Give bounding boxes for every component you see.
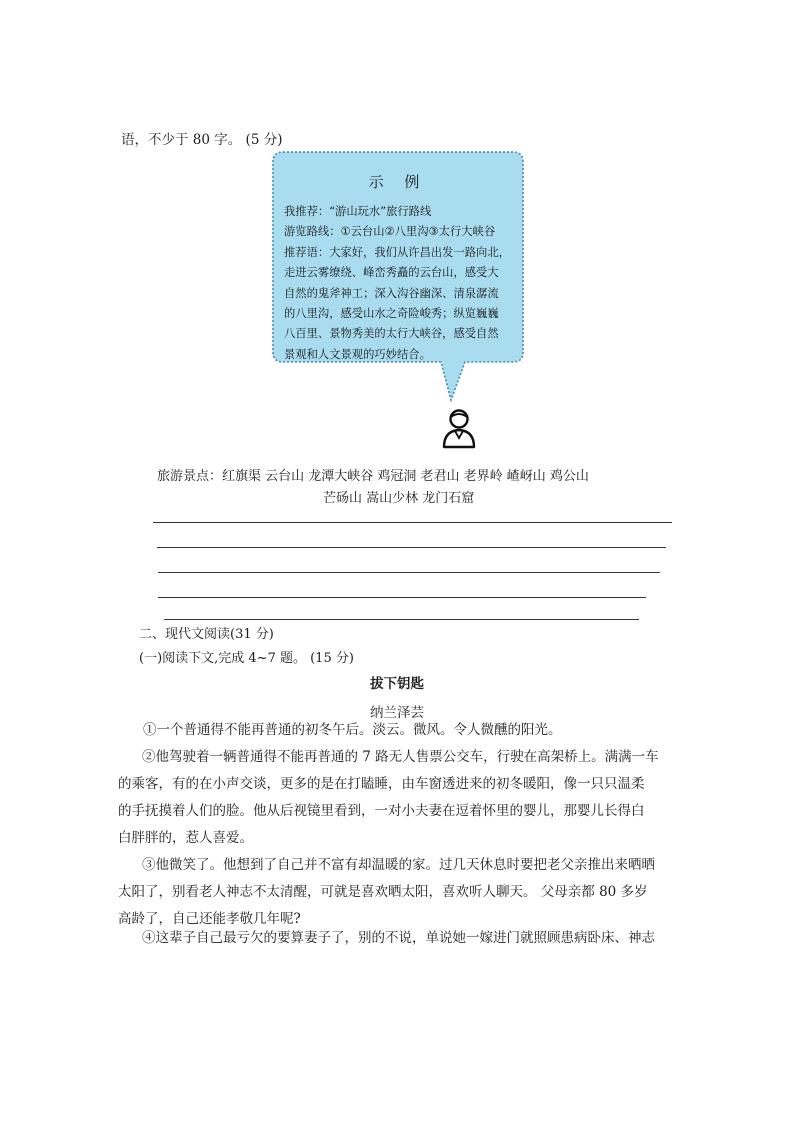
paragraph-line: ④这辈子自己最亏欠的要算妻子了，别的不说，单说她一嫁进门就照顾患病卧床、神志 [142,930,655,946]
paragraph-line: ①一个普通得不能再普通的初冬午后。淡云。微风。令人微醺的阳光。 [143,722,562,738]
example-line: 八百里、景物秀美的太行大峡谷，感受自然 [284,327,499,341]
example-line: 我推荐：“游山玩水”旅行路线 [284,205,432,218]
paragraph-line: 的乘客，有的在小声交谈，更多的是在打瞌睡，由车窗透进来的初冬暖阳，像一只只温柔 [118,776,645,792]
example-line: 走进云雾缭绕、峰峦秀矗的云台山，感受大 [284,266,499,280]
example-line: 自然的鬼斧神工；深入沟谷幽深、清泉潺流 [284,286,499,300]
example-speech-bubble [271,150,527,408]
paragraph-line: 的手抚摸着人们的脸。他从后视镜里看到，一对小夫妻在逗着怀里的婴儿，那婴儿长得白 [118,803,645,819]
paragraph-line: 高龄了，自己还能孝敬几年呢? [118,911,301,927]
section-heading: 二、现代文阅读(31 分) [139,627,274,642]
paragraph-4 [118,925,678,952]
paragraph-1 [143,717,703,744]
person-icon [441,407,477,453]
tourist-spots-line2: 芒砀山 嵩山少林 龙门石窟 [323,491,475,506]
paragraph-line: 太阳了，别看老人神志不太清醒，可就是喜欢晒太阳，喜欢听人聊天。 父母亲都 80 多岁 [118,884,648,900]
example-line: 推荐语：大家好，我们从许昌出发一路向北， [284,245,510,259]
paragraph-3 [118,852,678,933]
answer-line [157,547,666,548]
sub-heading: (一)阅读下文,完成 4~7 题。 (15 分) [139,651,354,666]
paragraph-2 [118,744,678,852]
paragraph-line: ②他驾驶着一辆普通得不能再普通的 7 路无人售票公交车，行驶在高架桥上。满满一车 [142,749,659,765]
article-author: 纳兰泽芸 [370,705,424,721]
example-line: 游览路线：①云台山②八里沟③太行大峡谷 [284,225,496,239]
example-body [284,202,516,365]
tourist-spots-line1: 旅游景点：红旗渠 云台山 龙潭大峡谷 鸡冠洞 老君山 老界岭 嵖岈山 鸡公山 [157,469,589,484]
example-line: 景观和人文景观的巧妙结合。 [284,347,431,361]
answer-line [158,572,660,573]
paragraph-line: 白胖胖的，惹人喜爱。 [118,830,253,846]
question-intro: 语，不少于 80 字。 (5 分) [121,132,283,148]
paragraph-line: ③他微笑了。他想到了自己并不富有却温暖的家。过几天休息时要把老父亲推出来晒晒 [142,857,655,873]
example-line: 的八里沟，感受山水之奇险峻秀；纵览巍巍 [284,307,499,321]
article-title: 拔下钥匙 [370,676,424,692]
example-title: 示 例 [368,173,428,191]
answer-line [158,597,646,598]
answer-line [164,619,639,620]
answer-line [153,522,672,523]
